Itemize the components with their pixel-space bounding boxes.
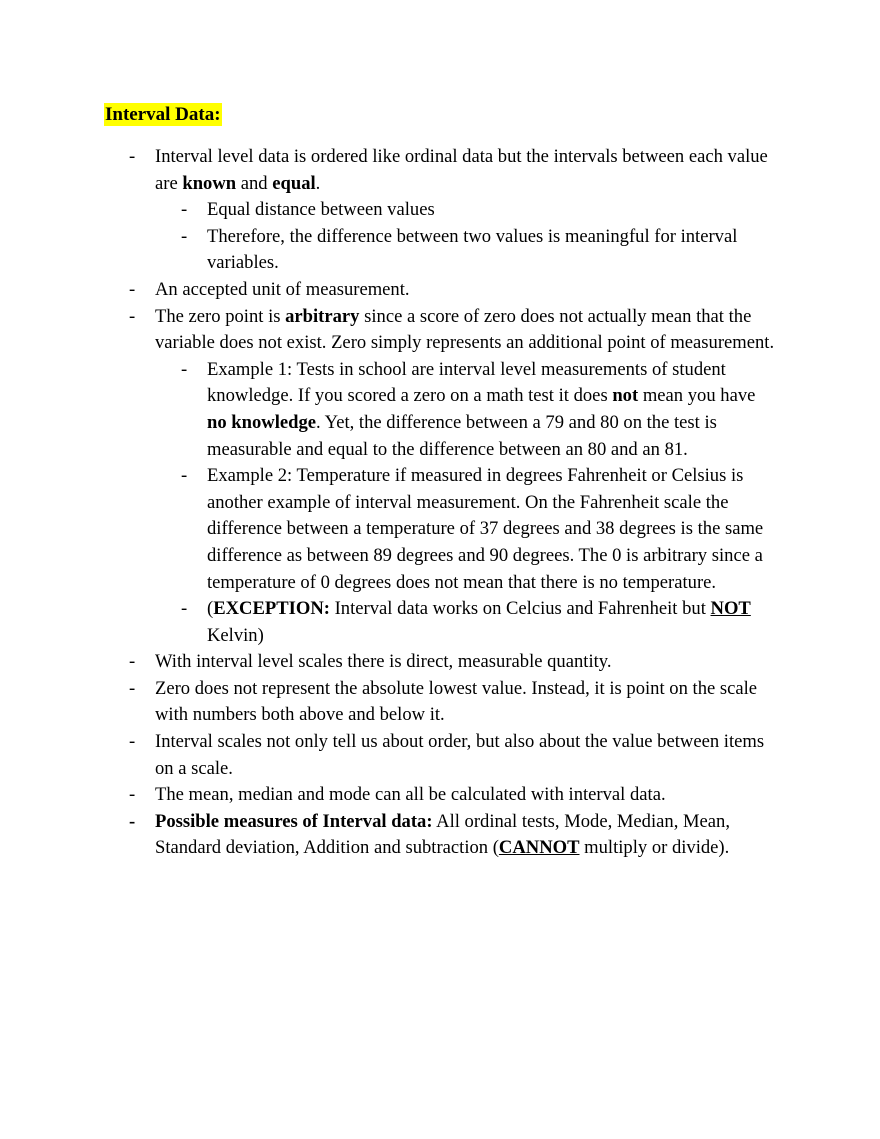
emphasis-text: equal [272, 172, 316, 194]
bullet-marker: - [129, 677, 136, 699]
bullet-item: - Possible measures of Interval data: All ordinal tests, Mode, Median, Mean, Standard deviation, Addition and subtraction (CANNOT multiply or divide). [129, 810, 730, 859]
bullet-item: - An accepted unit of measurement. [0, 277, 775, 304]
bullet-marker: - [129, 305, 136, 327]
bullet-list [0, 144, 880, 862]
bullet-marker: - [181, 199, 188, 221]
sub-bullet-item: - Therefore, the difference between two values is meaningful for interval variables. [181, 225, 738, 274]
sub-bullet-item: - (EXCEPTION: Interval data works on Celcius and Fahrenheit but NOT Kelvin) [181, 598, 751, 646]
bullet-marker: - [129, 731, 136, 753]
section-heading [104, 102, 222, 128]
emphasis-underlined-text: CANNOT [498, 837, 580, 859]
bullet-marker: - [129, 278, 136, 300]
emphasis-text: EXCEPTION: [213, 598, 330, 620]
bullet-marker: - [129, 784, 136, 806]
sub-bullet-item: - Example 2: Temperature if measured in degrees Fahrenheit or Celsius is another example of interval measurement. On the Fahrenheit scale the difference between a temperature of 37 degrees and 38 degrees is the same difference as between 89 degrees and 90 degrees. The 0 is arbitrary since a temperature of 0 degrees does not mean that there is no temperature. [181, 465, 764, 593]
bullet-item: - Zero does not represent the absolute lowest value. Instead, it is point on the scale with numbers both above and below it. [129, 677, 758, 726]
bullet-marker: - [181, 465, 188, 487]
bullet-item: - Interval scales not only tell us about order, but also about the value between items on a scale. [129, 731, 765, 779]
bullet-marker: - [181, 598, 188, 620]
bullet-item: - Interval level data is ordered like ordinal data but the intervals between each value are known and equal. [129, 146, 768, 194]
emphasis-text: Possible measures of Interval data: [155, 810, 433, 832]
bullet-marker: - [181, 225, 188, 247]
bullet-marker: - [181, 358, 188, 380]
sub-bullet-item: - Example 1: Tests in school are interval level measurements of student knowledge. If you scored a zero on a math test it does not mean you have no knowledge. Yet, the difference between a 79 and 80 on the test is measurable and equal to the difference between an 80 and an 81. [181, 358, 756, 460]
emphasis-underlined-text: NOT [710, 598, 751, 620]
bullet-item: - The zero point is arbitrary since a score of zero does not actually mean that the variable does not exist. Zero simply represents an additional point of measurement. [129, 305, 775, 354]
bullet-item: - The mean, median and mode can all be calculated with interval data. [0, 782, 775, 809]
emphasis-text: no knowledge [207, 411, 317, 433]
emphasis-text: arbitrary [285, 305, 360, 327]
bullet-item: - With interval level scales there is direct, measurable quantity. [0, 649, 775, 676]
section-heading-text: Interval Data: [105, 104, 221, 125]
emphasis-text: known [182, 172, 237, 194]
sub-bullet-item: - Equal distance between values [0, 197, 777, 224]
bullet-marker: - [129, 146, 136, 167]
emphasis-text: not [612, 385, 639, 407]
bullet-marker: - [129, 810, 136, 832]
bullet-marker: - [129, 651, 136, 673]
